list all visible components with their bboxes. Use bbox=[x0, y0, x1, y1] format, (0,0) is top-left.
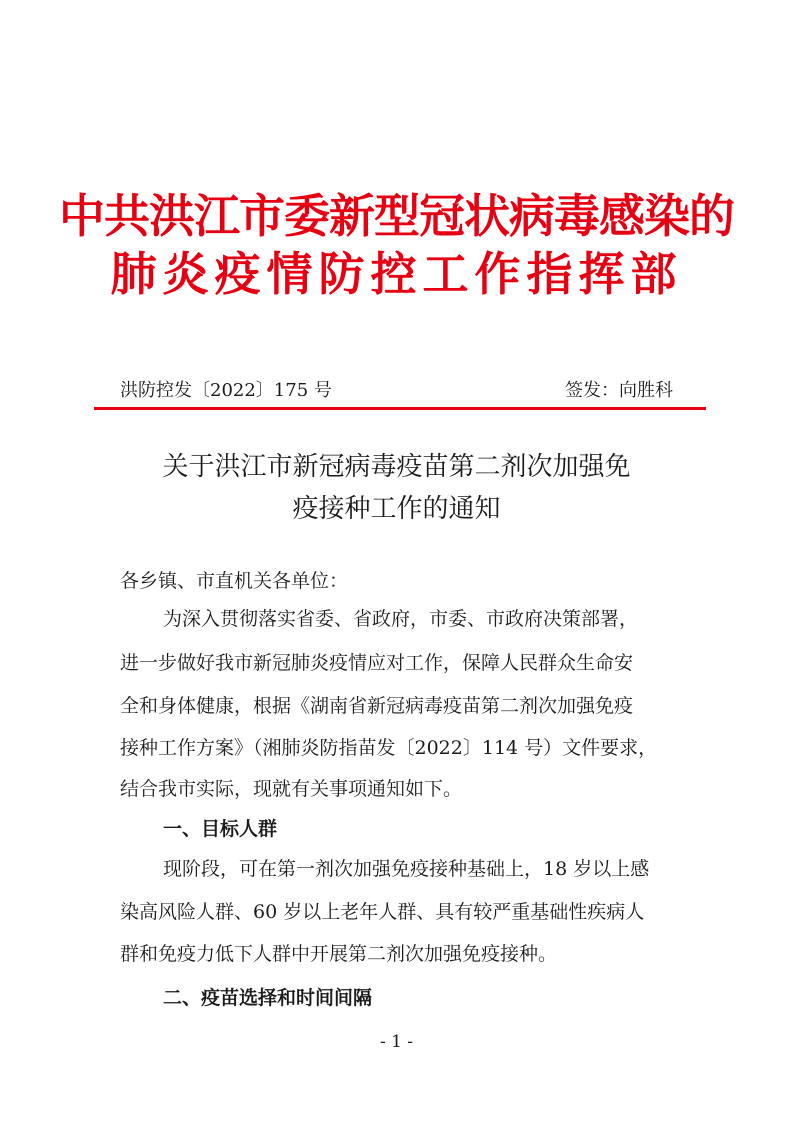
document-title-line-1: 关于洪江市新冠病毒疫苗第二剂次加强免 bbox=[162, 452, 631, 482]
red-header-line-1: 中共洪江市委新型冠状病毒感染的 bbox=[59, 189, 734, 243]
paragraph-line: 群和免疫力低下人群中开展第二剂次加强免疫接种。 bbox=[120, 943, 558, 965]
paragraph-line: 染高风险人群、60 岁以上老年人群、具有较严重基础性疾病人 bbox=[120, 901, 645, 923]
section-heading-target-group: 一、目标人群 bbox=[163, 818, 278, 840]
paragraph-line: 进一步做好我市新冠肺炎疫情应对工作，保障人民群众生命安 bbox=[120, 652, 634, 674]
paragraph-line: 现阶段，可在第一剂次加强免疫接种基础上，18 岁以上感 bbox=[163, 858, 650, 880]
paragraph-line: 结合我市实际，现就有关事项通知如下。 bbox=[120, 778, 463, 800]
page-number: - 1 - bbox=[379, 1032, 414, 1052]
document-number: 洪防控发〔2022〕175 号 bbox=[120, 380, 332, 401]
paragraph-line: 接种工作方案》（湘肺炎防指苗发〔2022〕114 号）文件要求， bbox=[120, 737, 658, 759]
paragraph-line: 为深入贯彻落实省委、省政府，市委、市政府决策部署， bbox=[163, 608, 639, 630]
red-divider bbox=[94, 407, 706, 410]
salutation: 各乡镇、市直机关各单位： bbox=[120, 570, 349, 592]
paragraph-line: 全和身体健康，根据《湖南省新冠病毒疫苗第二剂次加强免疫 bbox=[120, 695, 634, 717]
signer: 签发：向胜科 bbox=[565, 380, 673, 401]
document-title-line-2: 疫接种工作的通知 bbox=[292, 494, 501, 524]
red-header-line-2: 肺炎疫情防控工作指挥部 bbox=[110, 247, 683, 301]
section-heading-vaccine-selection: 二、疫苗选择和时间间隔 bbox=[163, 987, 373, 1009]
